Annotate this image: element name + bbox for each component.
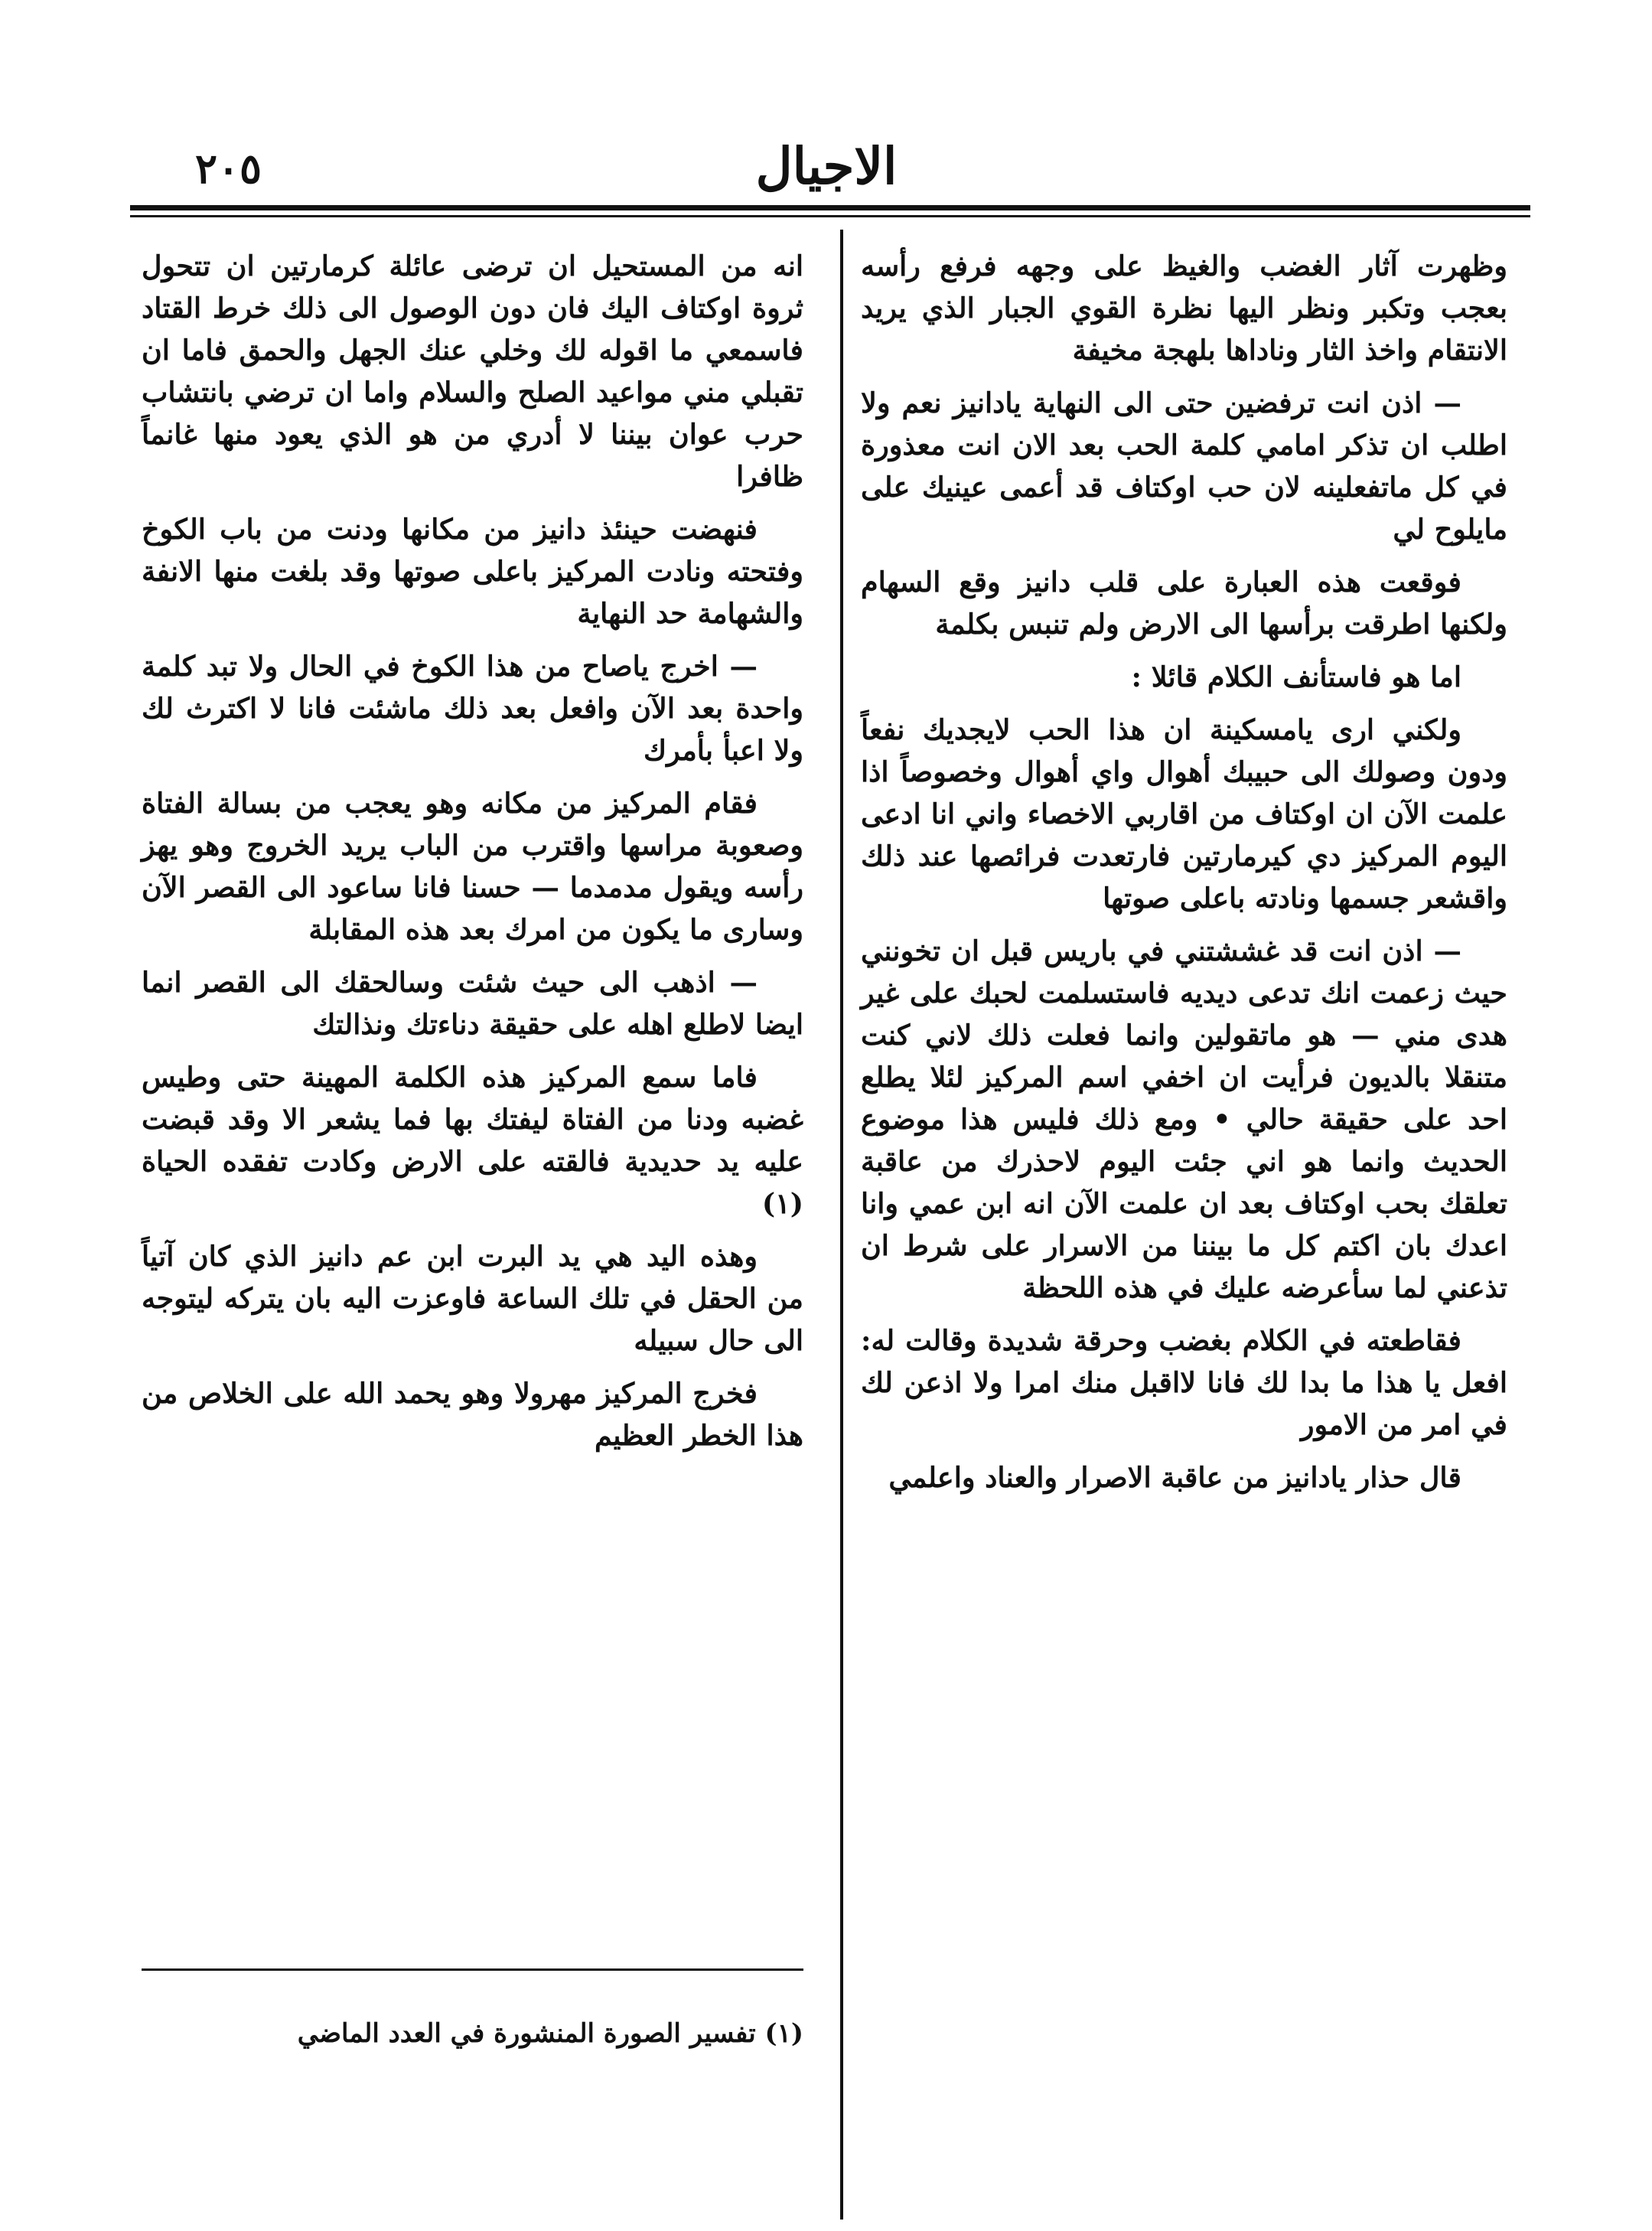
paragraph: — اذن انت ترفضين حتى الى النهاية يادانيز نعم ولا اطلب ان تذكر امامي كلمة الحب بعد الان انت معذورة في كل ماتفعلينه لان حب اوكتاف قد أعمى عينيك على مايلوح لي: [861, 387, 1507, 546]
paragraph: اما هو فاستأنف الكلام قائلا :: [1131, 660, 1461, 693]
right-column: [861, 245, 1507, 1509]
paragraph: فقام المركيز من مكانه وهو يعجب من بسالة الفتاة وصعوبة مراسها واقترب من الباب يريد الخروج وهو يهز رأسه ويقول مدمدما — حسنا فانا ساعود الى القصر الآن وسارى ما يكون من امرك بعد هذه المقابلة: [142, 787, 803, 946]
paragraph: وهذه اليد هي يد البرت ابن عم دانيز الذي كان آتياً من الحقل في تلك الساعة فاوعزت اليه بان يتركه ليتوجه الى حال سبيله: [142, 1240, 803, 1357]
footnote: (١) تفسير الصورة المنشورة في العدد الماضي: [297, 2018, 803, 2049]
page-title: الاجيال: [755, 136, 898, 196]
paragraph: فاما سمع المركيز هذه الكلمة المهينة حتى وطيس غضبه ودنا من الفتاة ليفتك بها فما يشعر الا وقد قبضت عليه يد حديدية فالقته على الارض وكادت تفقده الحياة (١): [142, 1061, 803, 1220]
paragraph: — اخرج ياصاح من هذا الكوخ في الحال ولا تبد كلمة واحدة بعد الآن وافعل بعد ذلك ماشئت فانا لا اكترث لك ولا اعبأ بأمرك: [142, 650, 803, 767]
footnote-rule: [142, 1968, 803, 1971]
page-number: ٢٠٥: [195, 144, 262, 193]
paragraph: انه من المستحيل ان ترضى عائلة كرمارتين ان تتحول ثروة اوكتاف اليك فان دون الوصول الى ذلك خرط القتاد فاسمعي ما اقوله لك وخلي عنك الجهل والحمق فاما ان تقبلي مني مواعيد الصلح والسلام واما ان ترضي بانتشاب حرب عوان بيننا لا أدري من هو الذي يعود منها غانماً ظافرا: [142, 250, 803, 493]
column-divider: [840, 230, 843, 2220]
paragraph: فخرج المركيز مهرولا وهو يحمد الله على الخلاص من هذا الخطر العظيم: [142, 1377, 803, 1452]
left-column: [142, 245, 803, 1467]
header-rule-thin: [130, 215, 1530, 217]
paragraph: — اذهب الى حيث شئت وسالحقك الى القصر انما ايضا لاطلع اهله على حقيقة دناءتك ونذالتك: [142, 966, 803, 1041]
paragraph: وظهرت آثار الغضب والغيظ على وجهه فرفع رأسه بعجب وتكبر ونظر اليها نظرة القوي الجبار الذي يريد الانتقام واخذ الثار وناداها بلهجة مخيفة: [861, 250, 1507, 367]
paragraph: قال حذار يادانيز من عاقبة الاصرار والعناد واعلمي: [888, 1461, 1461, 1494]
paragraph: فوقعت هذه العبارة على قلب دانيز وقع السهام ولكنها اطرقت برأسها الى الارض ولم تنبس بكلمة: [861, 566, 1507, 641]
paragraph: ولكني ارى يامسكينة ان هذا الحب لايجديك نفعاً ودون وصولك الى حبيبك أهوال واي أهوال وخصوصاً اذا علمت الآن ان اوكتاف من اقاربي الاخصاء واني انا ادعى اليوم المركيز دي كيرمارتين فارتعدت فرائصها عند ذلك واقشعر جسمها ونادته باعلى صوتها: [861, 713, 1507, 915]
header-rule-thick: [130, 205, 1530, 210]
paragraph: فنهضت حينئذ دانيز من مكانها ودنت من باب الكوخ وفتحته ونادت المركيز باعلى صوتها وقد بلغت منها الانفة والشهامة حد النهاية: [142, 513, 803, 630]
paragraph: — اذن انت قد غششتني في باريس قبل ان تخونني حيث زعمت انك تدعى ديديه فاستسلمت لحبك على غير هدى مني — هو ماتقولين وانما فعلت ذلك لاني كنت متنقلا بالديون فرأيت ان اخفي اسم المركيز لئلا يطلع احد على حقيقة حالي • ومع ذلك فليس هذا موضوع الحديث وانما هو اني جئت اليوم لاحذرك من عاقبة تعلقك بحب اوكتاف بعد ان علمت الآن انه ابن عمي وانا اعدك بان اكتم كل ما بيننا من الاسرار على شرط ان تذعني لما سأعرضه عليك في هذه اللحظة: [861, 934, 1507, 1304]
paragraph: فقاطعته في الكلام بغضب وحرقة شديدة وقالت له: افعل يا هذا ما بدا لك فانا لااقبل منك امرا ولا اذعن لك في امر من الامور: [861, 1324, 1507, 1441]
